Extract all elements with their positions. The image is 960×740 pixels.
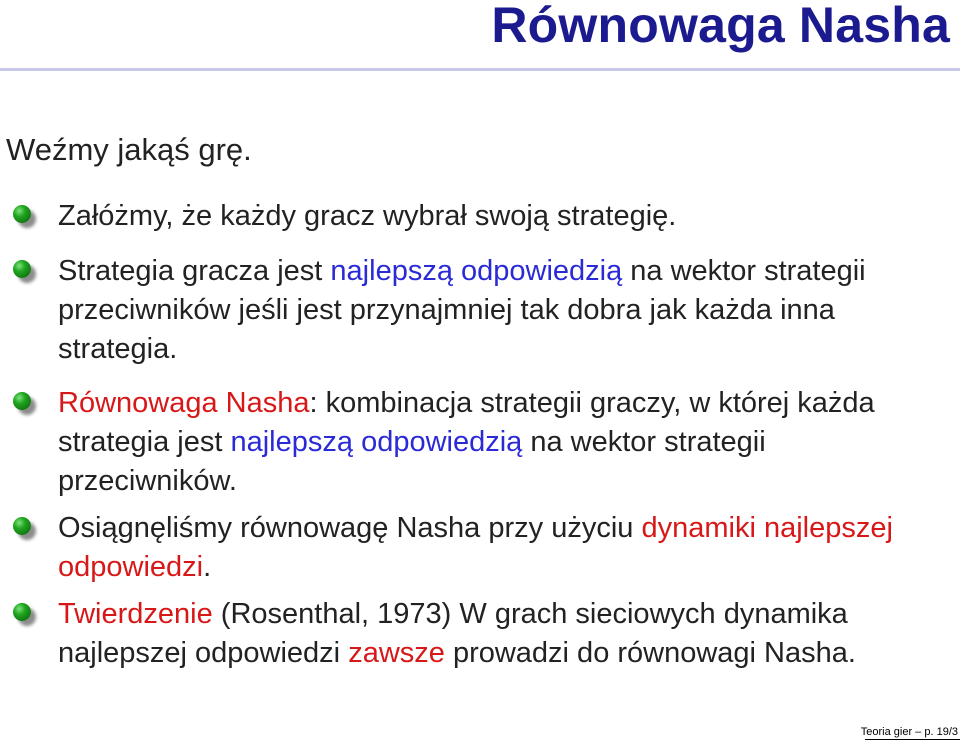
bullet-text: Osiągnęliśmy równowagę Nasha przy użyciu (58, 512, 642, 544)
highlight-term: zawsze (348, 637, 445, 669)
bullet-icon (13, 205, 31, 223)
bullet-text: : kombinacja strategii graczy, w której każda strategia jest (58, 387, 875, 458)
bullet-text: na wektor strategii przeciwników jeśli jest przynajmniej tak dobra jak każda inna strategia. (58, 255, 866, 365)
bullet-item (58, 197, 938, 236)
bullet-text: . (203, 551, 212, 583)
intro-text: Weźmy jakąś grę. (6, 132, 252, 167)
highlight-term: najlepszą odpowiedzią (330, 255, 623, 287)
bullet-icon (13, 260, 31, 278)
highlight-term: dynamiki najlepszej odpowiedzi (58, 512, 893, 583)
bullet-item (58, 384, 938, 501)
bullet-item (58, 509, 938, 587)
bullet-item (58, 252, 938, 369)
bullet-item (58, 595, 938, 673)
bullet-text: Strategia gracza jest (58, 255, 331, 287)
slide-footer: Teoria gier – p. 19/3 (860, 726, 958, 738)
bullet-text: (Rosenthal, 1973) W grach sieciowych dynamika najlepszej odpowiedzi (58, 598, 848, 669)
bullet-icon (13, 392, 31, 410)
bullet-icon (13, 517, 31, 535)
bullet-text: prowadzi do równowagi Nasha. (444, 637, 856, 669)
slide-title: Równowaga Nasha (491, 0, 950, 53)
bullet-icon (13, 603, 31, 621)
highlight-term: najlepszą odpowiedzią (230, 426, 523, 458)
bullet-text: na wektor strategii przeciwników. (58, 426, 766, 497)
highlight-term: Twierdzenie (58, 598, 213, 630)
bullet-text: Załóżmy, że każdy gracz wybrał swoją strategię. (58, 200, 677, 232)
highlight-term: Równowaga Nasha (58, 387, 310, 419)
